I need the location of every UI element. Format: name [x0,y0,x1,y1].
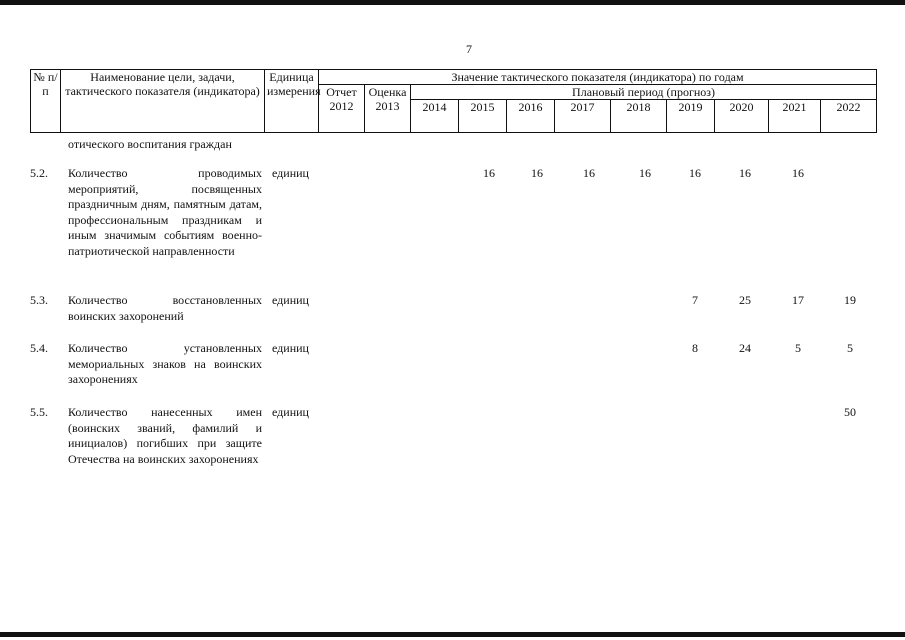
row-value: 16 [792,166,804,180]
row-value: 8 [692,341,698,355]
header-year: 2022 [821,100,877,133]
header-unit: Единица измерения [265,70,319,133]
row-num: 5.4. [30,341,48,355]
row-unit: единиц [272,166,309,180]
header-plan-period: Плановый период (прогноз) [411,85,877,100]
row-value: 24 [739,341,751,355]
header-year: 2019 [667,100,715,133]
header-year: 2015 [459,100,507,133]
row-unit: единиц [272,341,309,355]
header-num: № п/п [31,70,61,133]
row-num: 5.5. [30,405,48,419]
row-value: 16 [639,166,651,180]
row-name: Количество восстановленных воинских захоронений [68,293,262,323]
header-year: 2014 [411,100,459,133]
header-name: Наименование цели, задачи, тактического показателя (индикатора) [61,70,265,133]
header-report: Отчет 2012 [319,85,365,133]
row-value: 16 [739,166,751,180]
row-value: 16 [531,166,543,180]
row-value: 7 [692,293,698,307]
row-value: 16 [483,166,495,180]
header-year: 2020 [715,100,769,133]
bottom-border-bar [0,632,905,637]
header-group: Значение тактического показателя (индикатора) по годам [319,70,877,85]
row-value: 50 [844,405,856,419]
row-name: Количество проводимых мероприятий, посвященных праздничным дням, памятным датам, профессиональным праздникам и иным значимым событиям военно-патриотической направленности [68,166,262,258]
row-unit: единиц [272,293,309,307]
header-year: 2021 [769,100,821,133]
row-num: 5.2. [30,166,48,180]
top-border-bar [0,0,905,5]
row-unit: единиц [272,405,309,419]
indicator-table-header [30,69,877,133]
row-value: 5 [795,341,801,355]
row-value: 16 [583,166,595,180]
row-value: 16 [689,166,701,180]
page-number: 7 [466,42,472,56]
row-name: Количество установленных мемориальных знаков на воинских захоронениях [68,341,262,386]
row-value: 17 [792,293,804,307]
continued-text: отического воспитания граждан [68,137,232,151]
row-value: 5 [847,341,853,355]
header-estimate: Оценка 2013 [365,85,411,133]
header-year: 2018 [611,100,667,133]
row-num: 5.3. [30,293,48,307]
row-value: 19 [844,293,856,307]
header-year: 2017 [555,100,611,133]
header-year: 2016 [507,100,555,133]
row-value: 25 [739,293,751,307]
row-name: Количество нанесенных имен (воинских званий, фамилий и инициалов) погибших при защите Отечества на воинских захоронениях [68,405,262,466]
